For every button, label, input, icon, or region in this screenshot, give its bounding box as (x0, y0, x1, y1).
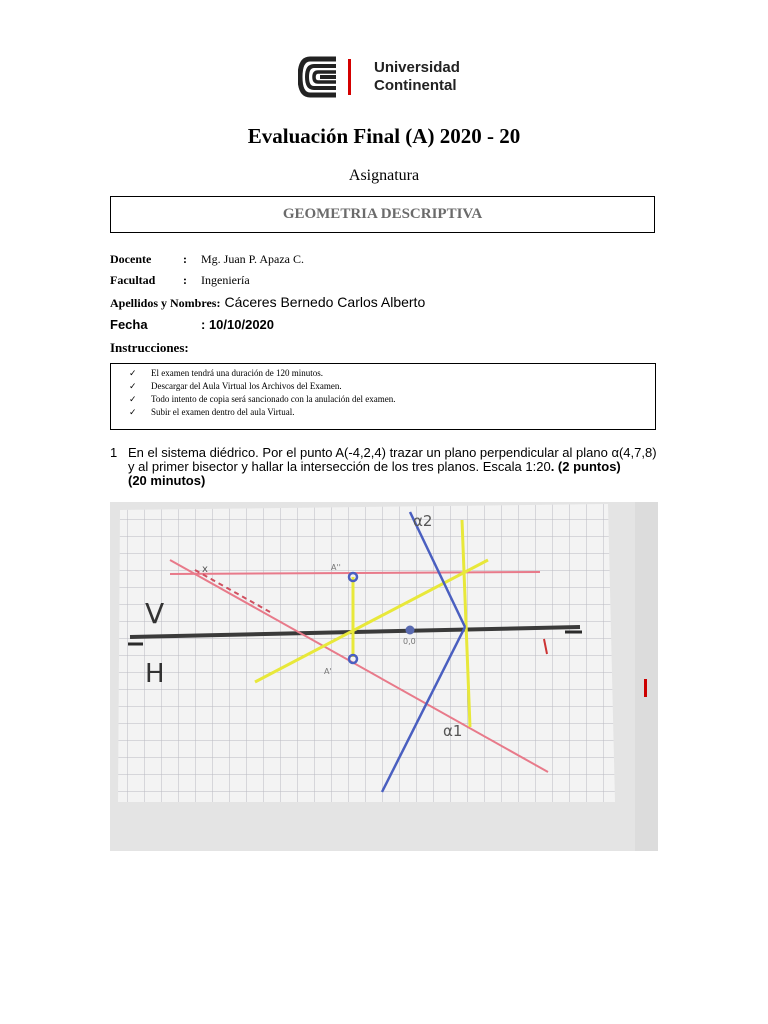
label-a-upper: A'' (331, 563, 341, 572)
label-alpha1: α1 (443, 722, 463, 740)
grid-pattern (118, 504, 615, 802)
label-alpha2: α2 (413, 512, 433, 530)
nombres-value: Cáceres Bernedo Carlos Alberto (224, 294, 426, 310)
fecha-value: : 10/10/2020 (201, 317, 275, 332)
question-number: 1 (110, 445, 118, 460)
question-time: (20 minutos) (128, 473, 206, 488)
nombres-label: Apellidos y Nombres (110, 296, 217, 310)
label-h: H (145, 659, 165, 689)
label-x: x (202, 564, 208, 575)
check-icon: ✓ (129, 407, 137, 417)
facultad-value: Ingeniería (201, 273, 250, 287)
exam-title: Evaluación Final (A) 2020 - 20 (247, 124, 521, 148)
course-name: GEOMETRIA DESCRIPTIVA (282, 206, 483, 222)
check-icon: ✓ (129, 381, 137, 391)
question-points: . (2 puntos) (550, 459, 621, 474)
docente-label: Docente (110, 252, 152, 266)
instructions-box (110, 363, 656, 430)
docente-colon: : (183, 252, 187, 266)
instruction-item: ✓ Subir el examen dentro del aula Virtual. (129, 407, 295, 417)
point-origin (406, 626, 415, 635)
university-name: Universidad Continental (374, 59, 460, 94)
label-v: V (145, 597, 165, 630)
instrucciones-label: Instrucciones: (110, 340, 189, 355)
instruction-item: ✓ Descargar del Aula Virtual los Archivos del Examen. (129, 381, 342, 391)
drawing-photo (110, 502, 658, 851)
fecha-label: Fecha (110, 317, 148, 332)
course-name-box (110, 196, 655, 233)
instruction-item: ✓ Todo intento de copia será sancionado con la anulación del examen. (129, 394, 396, 404)
check-icon: ✓ (129, 368, 137, 378)
photo-edge (635, 502, 658, 851)
nombres-row (110, 294, 425, 312)
facultad-label: Facultad (110, 273, 156, 287)
docente-value: Mg. Juan P. Apaza C. (201, 252, 304, 266)
check-icon: ✓ (129, 394, 137, 404)
red-marker (644, 679, 647, 697)
question-text: En el sistema diédrico. Por el punto A(-4,2,4) trazar un plano perpendicular al plano α(4,7,8) y al primer bisector y hallar la intersección de los tres planos. Escala 1:20. (2 puntos) (20 minutos) (128, 445, 657, 488)
label-a-lower: A' (324, 667, 332, 676)
facultad-colon: : (183, 273, 187, 287)
exam-subtitle: Asignatura (348, 167, 420, 184)
nombres-colon: : (216, 296, 221, 310)
instructions-list (129, 367, 655, 419)
label-origin: 0,0 (403, 637, 416, 646)
question-1 (110, 446, 660, 488)
instruction-item: ✓ El examen tendrá una duración de 120 minutos. (129, 368, 323, 378)
